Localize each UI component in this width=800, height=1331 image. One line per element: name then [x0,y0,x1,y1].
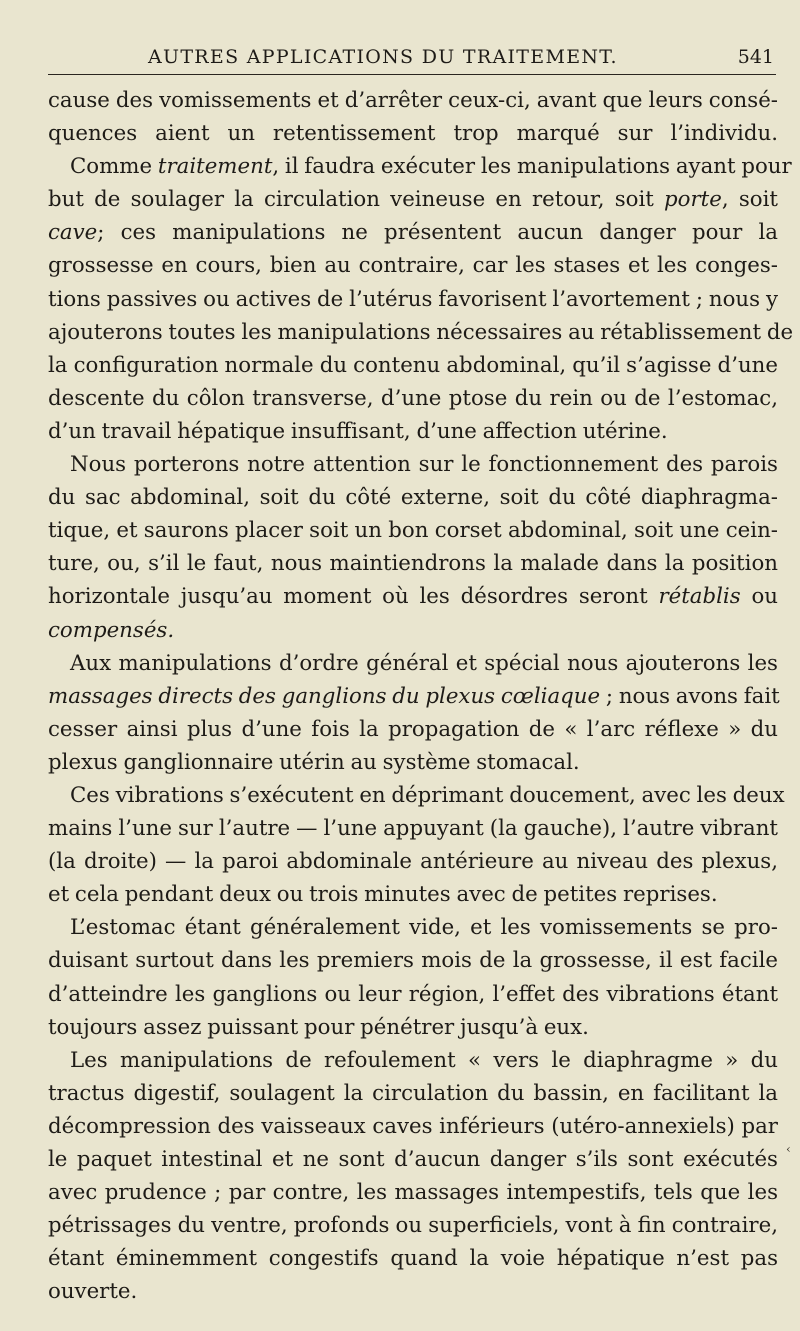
text-line [48,514,778,547]
text-segment: ; nous avons fait [600,683,780,709]
text-segment: ; ces manipulations ne présentent aucun danger pour la [97,220,778,246]
text-segment: ajouterons toutes les manipulations nécessaires au rétablissement de [48,319,794,345]
text-segment: décompression des vaisseaux caves inférieurs (utéro-annexiels) par [48,1113,778,1139]
text-segment: plexus ganglionnaire utérin au système stomacal. [48,749,580,775]
text-segment: descente du côlon transverse, d’une ptose du rein ou de l’estomac, [48,385,778,411]
text-segment: d’atteindre les ganglions ou leur région, l’effet des vibrations étant [48,981,778,1007]
text-segment: Les manipulations de refoulement « vers le diaphragme » du [70,1047,778,1073]
text-segment: Aux manipulations d’ordre général et spécial nous ajouterons les [70,650,778,676]
text-line [48,216,778,249]
text-line [48,911,778,944]
text-line [48,249,778,282]
italic-text: traitement [157,154,273,180]
text-line [48,1044,778,1077]
text-line [48,580,778,613]
italic-text: compensés. [48,617,175,643]
text-line [48,283,778,316]
text-segment: mains l’une sur l’autre — l’une appuyant (la gauche), l’autre vibrant [48,816,778,842]
text-segment: cesser ainsi plus d’une fois la propagation de « l’arc réflexe » du [48,716,778,742]
text-segment: L’estomac étant généralement vide, et les vomissements se pro- [70,915,778,941]
text-segment: d’un travail hépatique insuffisant, d’une affection utérine. [48,418,668,444]
text-segment: quences aient un retentissement trop marqué sur l’individu. [48,121,778,147]
page-number: 541 [737,46,774,68]
text-line [48,779,785,812]
text-line [48,117,778,150]
text-line [48,316,794,349]
text-segment: but de soulager la circulation veineuse en retour, soit [48,187,665,213]
text-line [48,647,778,680]
text-line [48,812,778,845]
running-title: AUTRES APPLICATIONS DU TRAITEMENT. [148,46,618,68]
text-line [48,978,778,1011]
text-segment: étant éminemment congestifs quand la voie hépatique n’est pas [48,1246,778,1272]
text-segment: toujours assez puissant pour pénétrer jusqu’à eux. [48,1014,589,1040]
text-segment: Nous porterons notre attention sur le fonctionnement des parois [70,452,778,478]
text-line [48,183,778,216]
text-segment: , il faudra exécuter les manipulations ayant pour [272,154,792,180]
text-segment: pétrissages du ventre, profonds ou superficiels, vont à fin contraire, [48,1213,778,1239]
text-line [48,150,792,183]
text-line [48,84,778,117]
text-segment: horizontale jusqu’au moment où les désordres seront [48,584,659,610]
text-segment: et cela pendant deux ou trois minutes avec de petites reprises. [48,882,718,908]
text-segment: tractus digestif, soulagent la circulation du bassin, en facilitant la [48,1080,778,1106]
text-line [48,680,778,713]
text-segment: ou [740,584,778,610]
text-line [48,1242,778,1275]
text-line [48,448,778,481]
body-text [48,84,794,1308]
text-line [48,614,778,647]
text-segment: ture, ou, s’il le faut, nous maintiendrons la malade dans la position [48,551,778,577]
text-segment: ouverte. [48,1279,138,1305]
text-segment: Comme [70,154,158,180]
italic-text: massages directs des ganglions du plexus cœliaque [48,683,601,709]
text-line [48,481,778,514]
text-segment: grossesse en cours, bien au contraire, car les stases et les conges- [48,253,778,279]
text-segment: avec prudence ; par contre, les massages intempestifs, tels que les [48,1180,778,1206]
text-line [48,845,778,878]
running-head [48,46,776,75]
text-line [48,382,778,415]
text-line [48,1011,778,1044]
text-line [48,878,778,911]
text-segment: duisant surtout dans les premiers mois de la grossesse, il est facile [48,948,778,974]
italic-text: cave [48,220,98,246]
text-segment: cause des vomissements et d’arrêter ceux-ci, avant que leurs consé- [48,88,778,113]
italic-text: porte [664,187,722,213]
text-segment: le paquet intestinal et ne sont d’aucun danger s’ils sont exécutés [48,1147,778,1172]
text-segment: (la droite) — la paroi abdominale antérieure au niveau des plexus, [48,849,778,875]
text-segment: , soit [721,187,778,213]
italic-text: rétablis [658,584,741,610]
text-line [48,1077,778,1110]
text-segment: Ces vibrations s’exécutent en déprimant doucement, avec les deux [70,782,785,808]
margin-mark: ‹ [786,1142,791,1156]
text-segment: tique, et saurons placer soit un bon corset abdominal, soit une cein- [48,518,778,544]
text-line [48,944,778,977]
text-line [48,1110,778,1143]
text-line [48,1275,778,1308]
text-segment: tions passives ou actives de l’utérus favorisent l’avortement ; nous y [48,286,778,312]
text-segment: du sac abdominal, soit du côté externe, soit du côté diaphragma- [48,485,778,511]
text-line [48,1209,778,1242]
text-line [48,547,778,580]
text-line [48,713,778,746]
text-line [48,1176,778,1209]
text-segment: la configuration normale du contenu abdominal, qu’il s’agisse d’une [48,352,778,378]
text-line [48,746,778,779]
text-line [48,349,778,382]
text-line [48,1143,778,1176]
text-line [48,415,778,448]
